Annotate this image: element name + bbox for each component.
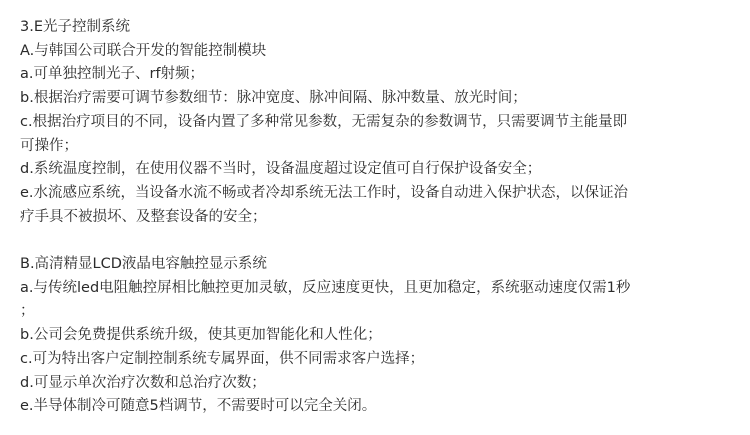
part-a-line: e.水流感应系统，当设备水流不畅或者冷却系统无法工作时，设备自动进入保护状态，以保证治 (20, 184, 629, 201)
part-b-line: b.公司会免费提供系统升级，使其更加智能化和人性化； (20, 327, 382, 344)
part-b-line: d.可显示单次治疗次数和总治疗次数； (20, 374, 266, 391)
part-b-line: ； (20, 303, 35, 320)
part-a-line: c.根据治疗项目的不同，设备内置了多种常见参数，无需复杂的参数调节，只需要调节主能量即 (20, 113, 628, 130)
part-a-line: d.系统温度控制，在使用仪器不当时，设备温度超过设定值可自行保护设备安全； (20, 161, 542, 178)
part-a-line: b.根据治疗需要可调节参数细节：脉冲宽度、脉冲间隔、脉冲数量、放光时间； (20, 90, 527, 107)
part-b-line: c.可为特出客户定制控制系统专属界面，供不同需求客户选择； (20, 350, 425, 367)
part-a-line: 可操作； (20, 137, 78, 154)
part-b-heading: B.高清精显LCD液晶电容触控显示系统 (20, 256, 267, 273)
part-a-line: 疗手具不被损坏、及整套设备的安全； (20, 208, 267, 225)
part-b-line: a.与传统led电阻触控屏相比触控更加灵敏，反应速度更快，且更加稳定，系统驱动速度仅需1秒 (20, 279, 631, 296)
part-a-line: a.可单独控制光子、rf射频； (20, 66, 205, 83)
part-a-heading: A.与韩国公司联合开发的智能控制模块 (20, 42, 267, 59)
part-b-line: e.半导体制冷可随意5档调节，不需要时可以完全关闭。 (20, 398, 377, 415)
document-body (20, 16, 732, 419)
section-spacer (20, 229, 732, 253)
section-title: 3.E光子控制系统 (20, 19, 130, 35)
